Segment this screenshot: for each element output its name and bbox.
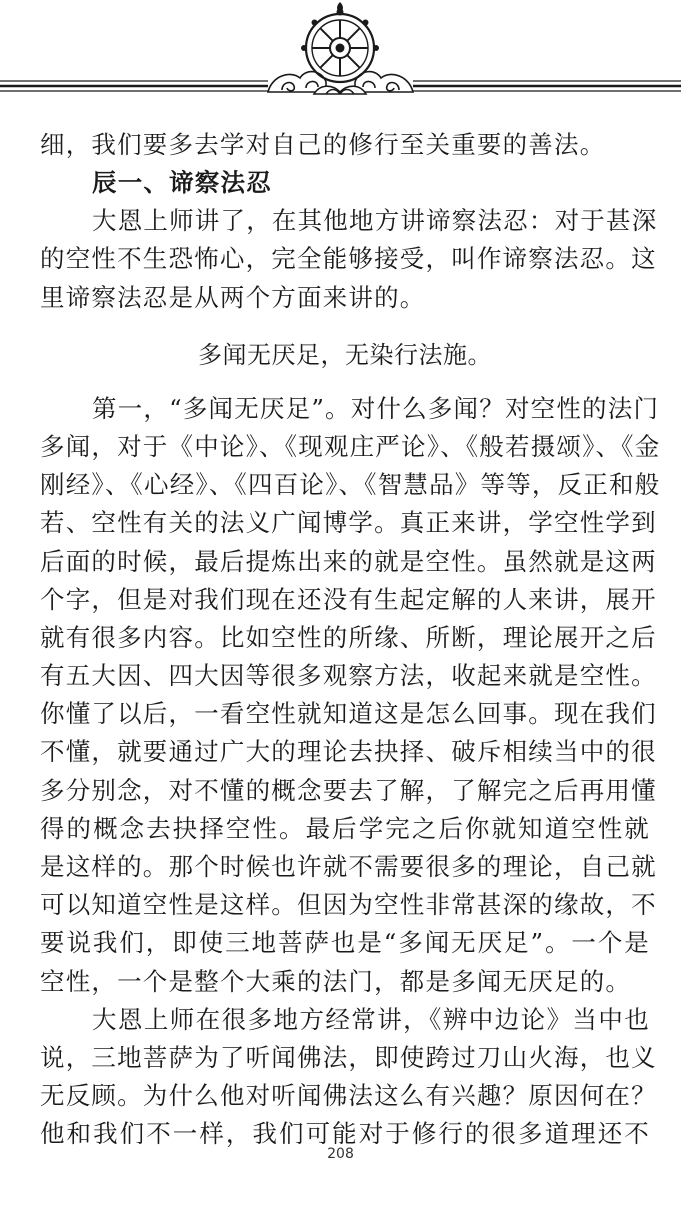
text-line: 有五大因、四大因等很多观察方法，收起来就是空性。 [40, 661, 657, 691]
text-line: 第一，“多闻无厌足”。对什么多闻？对空性的法门 [92, 393, 660, 423]
paragraph-1 [40, 202, 658, 317]
text-line: 里谛察法忍是从两个方面来讲的。 [40, 282, 426, 312]
text-line: 大恩上师讲了，在其他地方讲谛察法忍：对于甚深 [92, 206, 658, 236]
text-line: 得的概念去抉择空性。最后学完之后你就知道空性就 [40, 813, 650, 843]
intro-line: 细，我们要多去学对自己的修行至关重要的善法。 [40, 130, 606, 159]
text-line: 大恩上师在很多地方经常讲，《辨中边论》当中也 [92, 1004, 650, 1034]
text-line: 空性，一个是整个大乘的法门，都是多闻无厌足的。 [40, 966, 632, 996]
text-line: 刚经》、《心经》、《四百论》、《智慧品》等等，反正和般 [40, 470, 661, 500]
text-line: 要说我们，即使三地菩萨也是“多闻无厌足”。一个是 [40, 928, 650, 958]
text-line: 个字，但是对我们现在还没有生起定解的人来讲，展开 [40, 584, 657, 614]
text-line: 无反顾。为什么他对听闻佛法这么有兴趣？原因何在？ [40, 1081, 657, 1111]
text-line: 不懂，就要通过广大的理论去抉择、破斥相续当中的很 [40, 737, 657, 767]
dharma-wheel-icon [0, 0, 681, 110]
text-line: 是这样的。那个时候也许就不需要很多的理论，自己就 [40, 852, 657, 881]
page-number: 208 [327, 1146, 354, 1162]
page-body [40, 126, 661, 1154]
text-line: 的空性不生恐怖心，完全能够接受，叫作谛察法忍。这 [40, 244, 657, 274]
text-line: 说，三地菩萨为了听闻佛法，即使跨过刀山火海，也义 [40, 1042, 657, 1072]
text-line: 他和我们不一样，我们可能对于修行的很多道理还不 [40, 1119, 650, 1149]
paragraph-3 [40, 1001, 657, 1154]
text-line: 后面的时候，最后提炼出来的就是空性。虽然就是这两 [40, 546, 657, 576]
text-line: 可以知道空性是这样。但因为空性非常甚深的缘故，不 [40, 890, 657, 920]
verse-quote: 多闻无厌足，无染行法施。 [198, 340, 492, 369]
text-line: 多分别念，对不懂的概念要去了解，了解完之后再用懂 [40, 775, 657, 805]
paragraph-2 [40, 390, 661, 1001]
text-line: 就有很多内容。比如空性的所缘、所断，理论展开之后 [40, 622, 657, 652]
page-header-ornament [0, 0, 681, 110]
text-line: 若、空性有关的法义广闻博学。真正来讲，学空性学到 [40, 508, 657, 538]
text-line: 你懂了以后，一看空性就知道这是怎么回事。现在我们 [40, 699, 657, 729]
text-line: 多闻，对于《中论》、《现观庄严论》、《般若摄颂》、《金 [40, 431, 661, 461]
section-heading: 辰一、谛察法忍 [92, 168, 272, 198]
